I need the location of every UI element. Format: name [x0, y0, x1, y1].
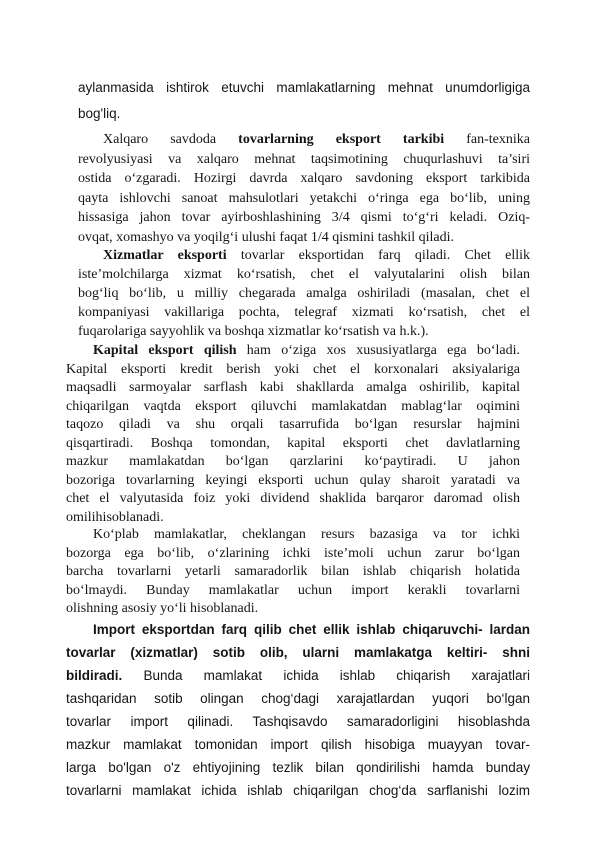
text-line: bog‘liq bo‘lib, u milliy chegarada amalga oshiriladi (masalan, chet el	[78, 286, 530, 301]
text-line: bozoriga tovarlarning keyingi eksporti uchun qulay sharoit yaratadi va	[66, 472, 520, 488]
bold-term: Import eksportdan farq qilib chet ellik ishlab chiqaruvchi- lardan	[93, 622, 530, 637]
paragraph-continuation	[78, 75, 530, 127]
text-line: barcha tovarlarni yetarli samaradorlik bilan ishlab chiqarish holatida	[66, 564, 520, 579]
text-run: Bunda mamlakat ichida ishlab chiqarish xarajatlari	[122, 668, 530, 683]
paragraph-import-definition	[66, 618, 530, 802]
text-run: fan-texnika	[444, 132, 531, 147]
paragraph-export-structure	[78, 130, 530, 248]
text-line: ovqat, xomashyo va yoqilg‘i ulushi faqat 1/4 qismini tashkil qiladi.	[78, 229, 455, 245]
text-line: bo‘lmaydi. Bunday mamlakatlar uchun import kerakli tovarlarni	[66, 582, 520, 598]
bold-term: tovarlar (xizmatlar) sotib olib, ularni mamlakatga keltiri- shni	[66, 645, 530, 660]
text-line: omilihisoblanadi.	[66, 509, 164, 525]
text-line: chiqarilgan vaqtda eksport qiluvchi mamlakatdan mablag‘lar oqimini	[66, 398, 520, 414]
text-line: tovarlar import qilinadi. Tashqisavdo samaradorligini hisoblashda	[66, 714, 530, 729]
bold-term: tovarlarning eksport tarkibi	[238, 132, 445, 147]
text-line: mazkur mamlakatdan bo‘lgan qarzlarini ko‘paytiradi. U jahon	[66, 454, 520, 469]
text-run: ham o‘ziga xos xususiyatlarga ega bo‘ladi.	[236, 343, 521, 358]
text-line	[78, 246, 530, 265]
text-run: tovarlar eksportidan farq qiladi. Chet ellik	[226, 248, 531, 263]
text-line: larga bo'lgan o'z ehtiyojining tezlik bilan qondirilishi hamda bunday	[66, 760, 530, 775]
text-line	[66, 664, 530, 687]
text-line	[66, 618, 530, 641]
text-line: Kapital eksporti kredit berish yoki chet el korxonalari aksiyalariga	[66, 361, 520, 377]
text-line: qisqartiradi. Boshqa tomondan, kapital eksporti chet davlatlarning	[66, 435, 520, 451]
text-line: maqsadli sarmoyalar sarflash kabi shakllarda amalga oshirilib, kapital	[66, 380, 520, 395]
text-line: bog'liq.	[78, 106, 121, 121]
paragraph-services-export	[78, 246, 530, 341]
text-line: tovarlarni mamlakat ichida ishlab chiqarilgan chog‘da sarflanishi lozim	[66, 783, 530, 798]
text-line: aylanmasida ishtirok etuvchi mamlakatlarning mehnat unumdorligiga	[78, 80, 530, 95]
text-line: fuqarolariga sayyohlik va boshqa xizmatlar ko‘rsatish va h.k.).	[78, 324, 429, 339]
text-line: taqozo qiladi va shu orqali tasarrufida bo‘lgan resurslar hajmini	[66, 417, 520, 432]
text-line: revolyusiyasi va xalqaro mehnat taqsimotining chuqurlashuvi ta’siri	[78, 151, 530, 167]
text-line: bozorga ega bo‘lib, o‘zlarining ichki iste’moli uchun zarur bo‘lgan	[66, 545, 520, 561]
text-line: qayta ishlovchi sanoat mahsulotlari yetakchi o‘ringa ega bo‘lib, uning	[78, 190, 530, 206]
text-line: mazkur mamlakat tomonidan import qilish hisobiga muayyan tovar-	[66, 737, 530, 752]
text-line	[66, 342, 520, 361]
text-line: chet el valyutasida foiz yoki dividend shaklida barqaror daromad olish	[66, 491, 520, 506]
text-line: hissasiga jahon tovar ayirboshlashining 3/4 qismi to‘g‘ri keladi. Oziq-	[78, 210, 530, 226]
bold-term: bildiradi.	[66, 668, 123, 683]
bold-term: Xizmatlar eksporti	[103, 248, 227, 263]
text-line: iste’molchilarga xizmat ko‘rsatish, chet el valyutalarini olish bilan	[78, 267, 530, 282]
text-line: Ko‘plab mamlakatlar, cheklangan resurs bazasiga va tor ichki	[93, 527, 520, 542]
text-line: kompaniyasi vakillariga pochta, telegraf xizmati ko‘rsatish, chet el	[78, 305, 530, 320]
paragraph-import-need	[66, 526, 520, 619]
text-run: Xalqaro savdoda	[103, 132, 239, 147]
paragraph-capital-export	[66, 342, 520, 527]
text-line: olishning asosiy yo‘li hisoblanadi.	[66, 601, 259, 616]
text-line	[78, 130, 530, 150]
text-line: tashqaridan sotib olingan chog‘dagi xarajatlardan yuqori bo‘lgan	[66, 691, 530, 706]
text-line: ostida o‘zgaradi. Hozirgi davrda xalqaro savdoning eksport tarkibida	[78, 171, 530, 187]
text-line	[66, 641, 530, 664]
bold-term: Kapital eksport qilish	[93, 343, 237, 358]
